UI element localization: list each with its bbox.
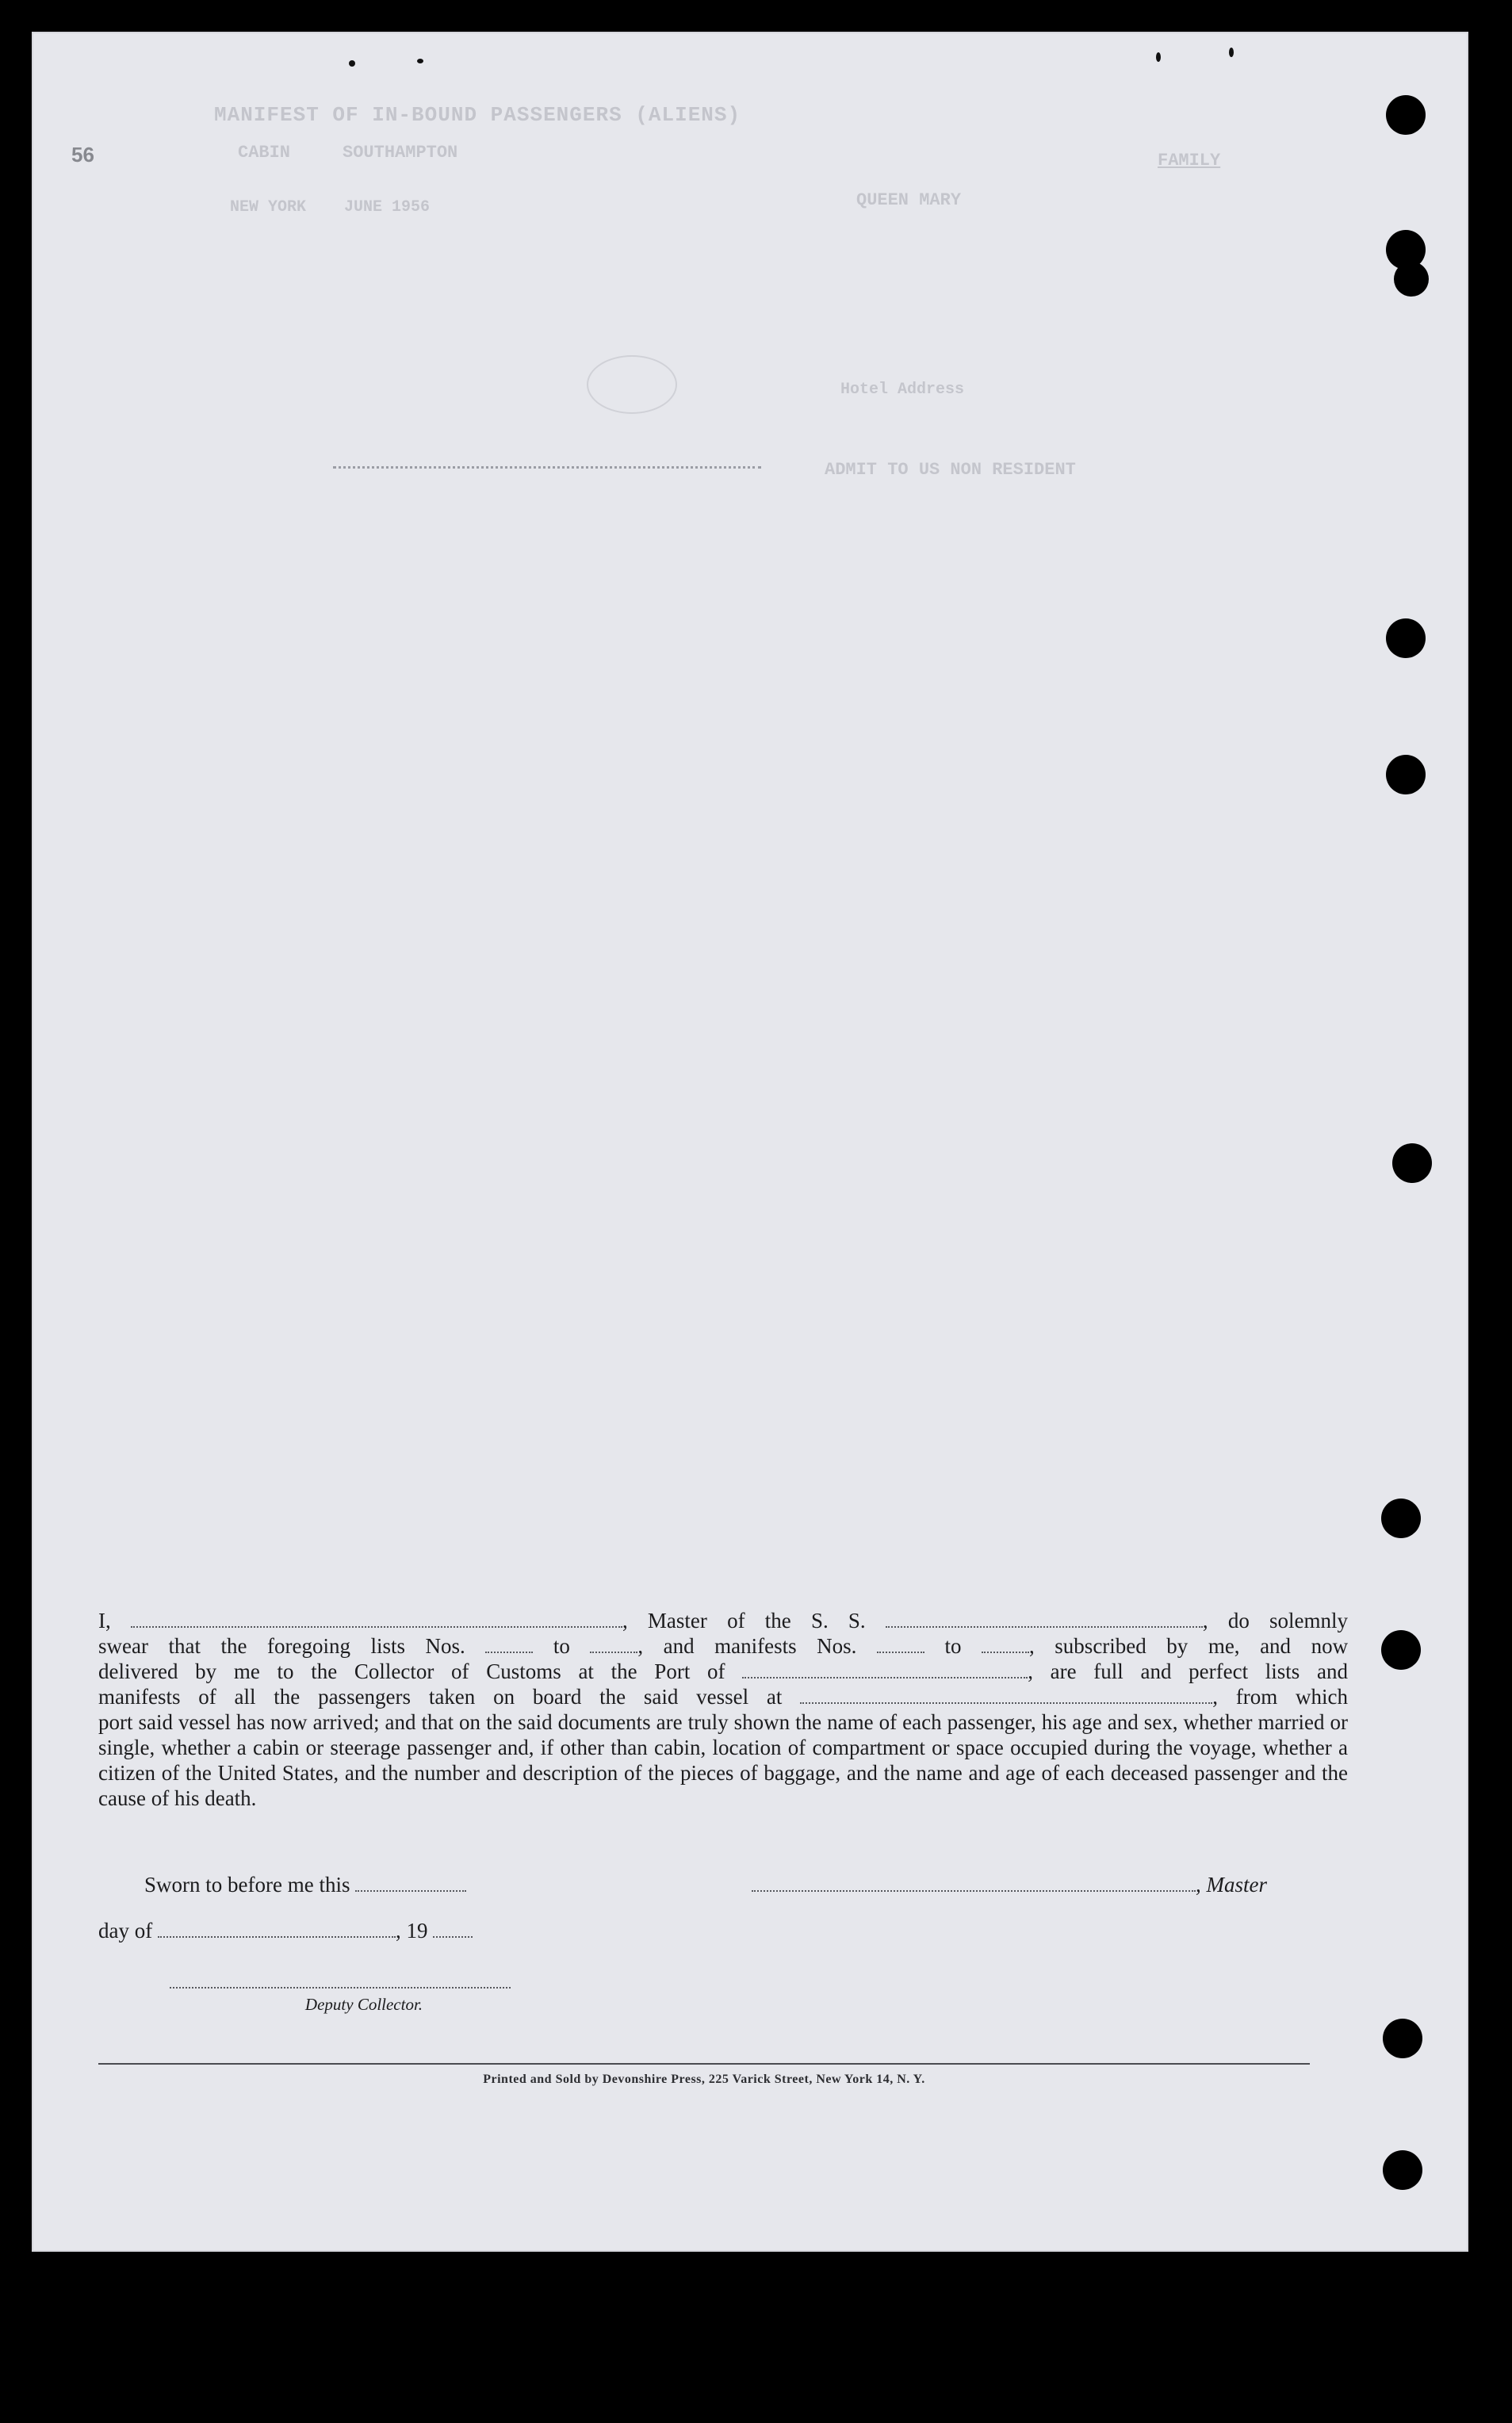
lists-from-field[interactable] [485, 1636, 533, 1653]
faint-manifest-title: MANIFEST OF IN-BOUND PASSENGERS (ALIENS) [214, 103, 741, 127]
oath-body: port said vessel has now arrived; and that on the said documents are truly shown the name of each passenger, his age and sex, whether married or single, whether a cabin or steerage passenger and, if other than cabin, location of compartment or space occupied during the voyage, whether a citizen of the United States, and the number and description of the pieces of baggage, and the name and age of each deceased passenger and the cause of his death. [98, 1710, 1348, 1810]
oath-line-2: swear that the foregoing lists Nos. to , and manifests Nos. to , subscribed by me, and now [98, 1634, 1349, 1658]
deputy-collector-label: Deputy Collector. [304, 1995, 423, 2014]
binder-hole [1394, 262, 1429, 297]
binder-hole [1386, 755, 1426, 794]
oath-line-4: manifests of all the passengers taken on board the said vessel at , from which [98, 1685, 1349, 1709]
binder-hole [1392, 1143, 1432, 1183]
faint-address: Hotel Address [840, 381, 965, 399]
ink-speck [1229, 48, 1234, 57]
binder-hole [1381, 1499, 1421, 1538]
faint-admit-note: ADMIT TO US NON RESIDENT [825, 460, 1076, 480]
faint-stamp: FAMILY [1158, 151, 1221, 170]
lists-to-field[interactable] [590, 1636, 637, 1653]
master-oath [98, 1608, 1348, 1811]
ink-speck [1156, 52, 1161, 62]
deputy-signature-field[interactable] [170, 1987, 511, 1989]
master-signature-field[interactable] [752, 1874, 1196, 1892]
manifests-to-field[interactable] [982, 1636, 1029, 1653]
binder-hole [1383, 2019, 1422, 2058]
ink-speck [417, 59, 423, 63]
footer-rule [98, 2063, 1310, 2065]
master-name-field[interactable] [131, 1610, 622, 1628]
binder-hole [1383, 2150, 1422, 2190]
binder-hole [1386, 618, 1426, 658]
oath-line-1: I, , Master of the S. S. , do solemnly [98, 1609, 1349, 1633]
master-signature: , Master [752, 1873, 1267, 1897]
manifests-from-field[interactable] [877, 1636, 924, 1653]
faint-class: CABIN SOUTHAMPTON [238, 143, 458, 163]
binder-hole [1386, 95, 1426, 135]
embarkation-port-field[interactable] [800, 1686, 1212, 1704]
oath-line-3: delivered by me to the Collector of Customs at the Port of , are full and perfect lists and [98, 1659, 1348, 1683]
ship-name-field[interactable] [886, 1610, 1203, 1628]
page-number: 56 [71, 143, 94, 167]
manifest-page [32, 32, 1468, 2252]
faint-ship-name: QUEEN MARY [856, 190, 962, 210]
sworn-before-label: Sworn to before me this [144, 1873, 466, 1897]
month-field[interactable] [158, 1920, 396, 1938]
printer-imprint: Printed and Sold by Devonshire Press, 225 Varick Street, New York 14, N. Y. [483, 2073, 925, 2086]
ink-speck [349, 60, 355, 67]
faint-arrival: NEW YORK JUNE 1956 [230, 198, 431, 216]
faint-dotted-line [333, 466, 761, 469]
deputy-collector-signature [170, 1987, 511, 2015]
year-field[interactable] [433, 1920, 473, 1938]
sworn-day-field[interactable] [355, 1874, 466, 1892]
faint-circular-stamp [587, 355, 677, 414]
day-of-line: day of , 19 [98, 1919, 473, 1943]
port-field[interactable] [742, 1661, 1028, 1678]
binder-hole [1381, 1630, 1421, 1670]
